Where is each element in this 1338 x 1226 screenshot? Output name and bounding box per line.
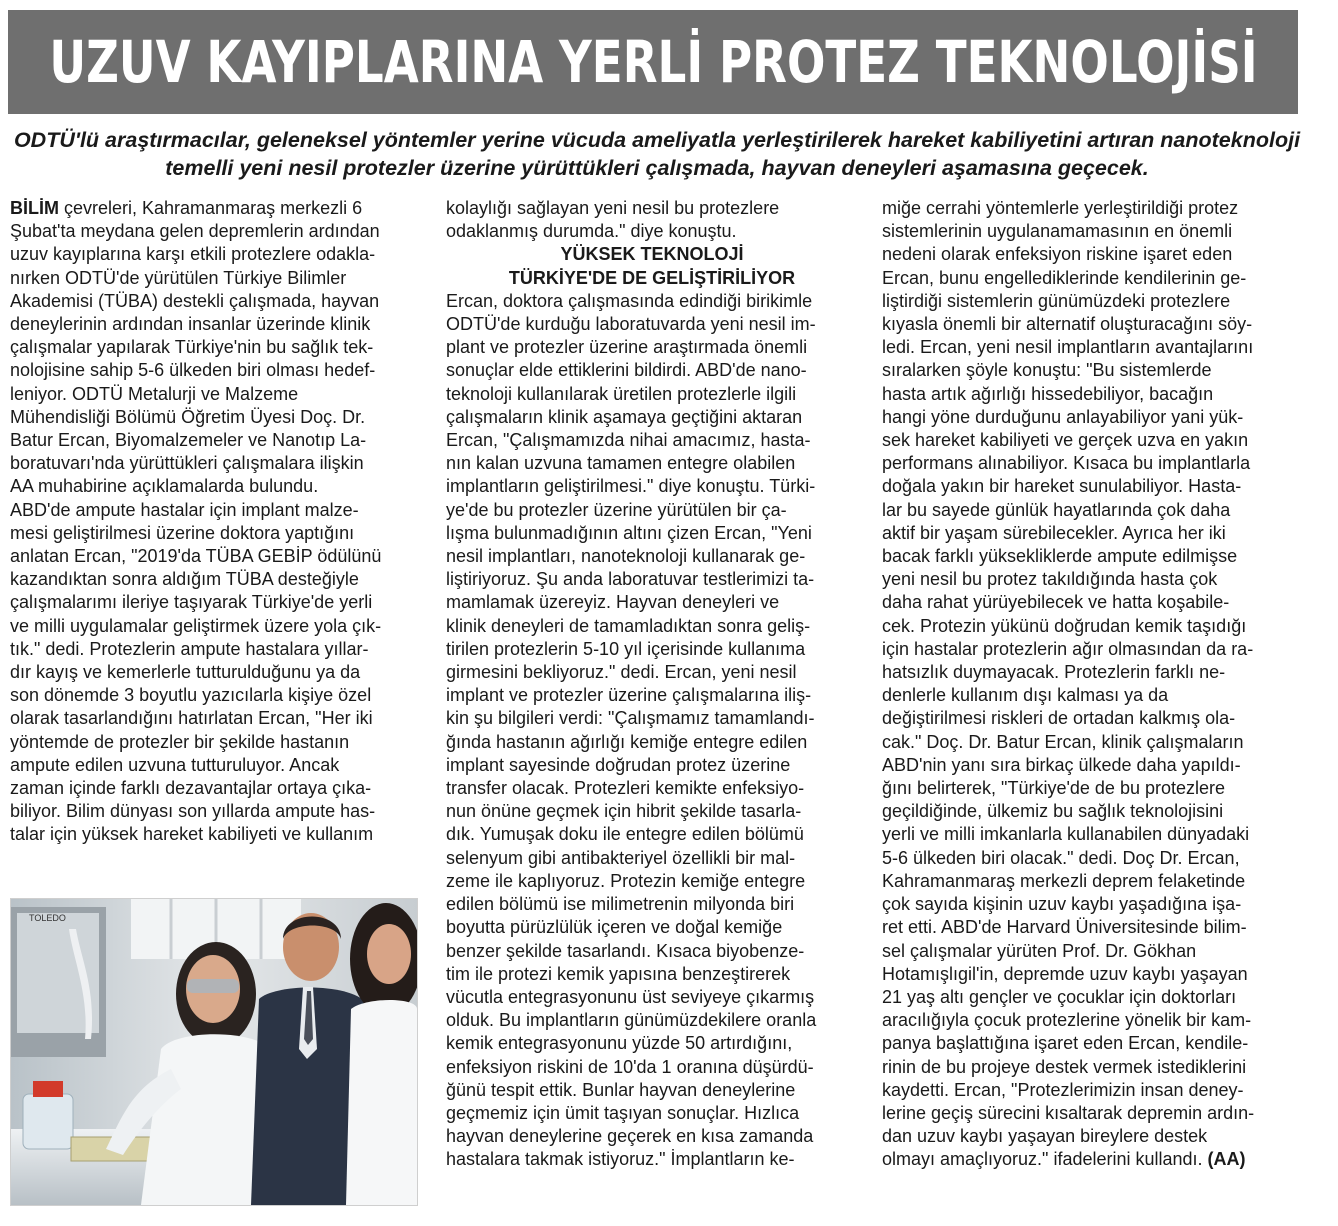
article-line: sonuçlar elde ettiklerini bildirdi. ABD'de nano- (446, 360, 807, 381)
article-line: mesi geliştirilmesi üzerine doktora yaptığını (10, 522, 355, 543)
article-line: kazandıktan sonra aldığım TÜBA desteğiyle (10, 569, 359, 590)
article-line: implant sayesinde doğrudan protez üzerine (446, 754, 791, 775)
article-line: Ercan, bunu engellediklerinde kendilerinin ge- (882, 267, 1247, 288)
article-line: bacak farklı yüksekliklerde ampute edilmişse (882, 546, 1238, 567)
article-line: hangi yöne durduğunu anlayabiliyor yani yük- (882, 406, 1244, 427)
article-line: Hotamışlıgil'in, depremde uzuv kaybı yaşayan (882, 963, 1248, 984)
column-2-lines-bottom (446, 290, 858, 1172)
article-line: ODTÜ'de kurduğu laboratuvarda yeni nesil im- (446, 314, 816, 335)
article-line: cak." Doç. Dr. Batur Ercan, klinik çalışmaların (882, 731, 1244, 752)
article-line: miğe cerrahi yöntemlerle yerleştirildiği protez (882, 198, 1239, 218)
article-line: hastalara takmak istiyoruz." İmplantların ke- (446, 1149, 795, 1170)
article-line: boratuvarı'nda yürüttükleri çalışmalara ilişkin (10, 453, 364, 474)
article-line: çalışmaların klinik aşamaya geçtiğini aktaran (446, 406, 803, 427)
lab-coat-second-woman (346, 1000, 417, 1205)
article-line: benzer şekilde tasarlandı. Kısaca biyobenze- (446, 940, 805, 961)
bottle-cap (33, 1081, 63, 1097)
article-line: aracılığıyla çocuk protezlerine yönelik bir kam- (882, 1010, 1252, 1031)
article-line: teknoloji kullanılarak üretilen protezlerle ilgili (446, 383, 797, 404)
article-line-text: çevreleri, Kahramanmaraş merkezli 6 (59, 198, 363, 218)
article-line: geçildiğinde, ülkemiz bu sağlık teknolojisini (882, 801, 1224, 822)
article-line: denlerle kullanım dışı kalması ya da (882, 685, 1169, 706)
article-line: liştiriyoruz. Şu anda laboratuvar testlerimizi ta- (446, 569, 815, 590)
article-line: uzuv kayıplarına karşı etkili protezlere odakla- (10, 244, 376, 265)
article-line: anlatan Ercan, "2019'da TÜBA GEBİP ödülünü (10, 546, 382, 567)
article-line: hayvan deneylerine geçerek en kısa zamanda (446, 1126, 814, 1147)
article-line: nırken ODTÜ'de yürütülen Türkiye Bilimler (10, 267, 347, 288)
article-line: ABD'de ampute hastalar için implant malze- (10, 499, 359, 520)
article-line: plant ve protezler üzerine araştırmada önemli (446, 337, 808, 358)
article-column-1 (10, 197, 422, 847)
article-line: değiştirilmesi riskleri de ortadan kalkmış ola- (882, 708, 1236, 729)
article-line: yerli ve milli imkanlarla kullanabilen dünyadaki (882, 824, 1250, 845)
headline-banner (8, 10, 1298, 114)
article-line: AA muhabirine açıklamalarda bulundu. (10, 476, 319, 497)
article-line: kıyasla önemli bir alternatif oluşturacağını söy- (882, 314, 1253, 335)
second-woman-face (367, 924, 411, 984)
article-line: ğını belirterek, "Türkiye'de de bu protezlere (882, 778, 1226, 799)
article-line: liştirdiği sistemlerin günümüzdeki protezlere (882, 290, 1231, 311)
article-line: rinin de bu projeye destek vermek istediklerini (882, 1056, 1247, 1077)
article-line: nolojisine sahip 5-6 ülkeden biri olması hedef- (10, 360, 376, 381)
equipment-label: TOLEDO (29, 913, 66, 923)
article-line: ledi. Ercan, yeni nesil implantların avantajlarını (882, 337, 1254, 358)
article-line: Batur Ercan, Biyomalzemeler ve Nanotıp La- (10, 430, 367, 451)
article-line: transfer olacak. Protezleri kemikte enfeksiyo- (446, 778, 805, 799)
article-line: leniyor. ODTÜ Metalurji ve Malzeme (10, 383, 299, 404)
section-heading (446, 243, 858, 289)
article-line: olduk. Bu implantların günümüzdekilere oranla (446, 1010, 817, 1031)
subheadline-line-2: temelli yeni nesil protezler üzerine yürüttükleri çalışmada, hayvan deneyleri aşamasına geçecek. (165, 156, 1149, 180)
article-line: Kahramanmaraş merkezli deprem felaketinde (882, 870, 1246, 891)
article-line (882, 1148, 1302, 1171)
article-line: tim ile protezi kemik yapısına benzeştirerek (446, 963, 791, 984)
article-line: aktif bir yaşam sürebilecekler. Ayrıca her iki (882, 522, 1226, 543)
column-1-lines (10, 220, 422, 846)
section-heading-line-1: YÜKSEK TEKNOLOJİ (560, 244, 744, 265)
headline: UZUV KAYIPLARINA YERLİ PROTEZ TEKNOLOJİSİ (48, 28, 1258, 96)
article-line: ABD'nin yanı sıra birkaç ülkede daha yapıldı- (882, 754, 1241, 775)
subheadline-line-1: ODTÜ'lü araştırmacılar, geleneksel yöntemler yerine vücuda ameliyatla yerleştirilerek hareket kabiliyetini artıran nanoteknoloji (13, 128, 1301, 152)
article-line: Ercan, doktora çalışmasında edindiği birikimle (446, 290, 813, 311)
article-column-3 (882, 197, 1302, 1172)
article-line: 5-6 ülkeden biri olacak." dedi. Doç Dr. Ercan, (882, 847, 1240, 868)
article-line: klinik deneyleri de tamamladıktan sonra geliş- (446, 615, 811, 636)
article-line: dır kayış ve kemerlerle tutturulduğunu ya da (10, 662, 361, 683)
agency-signature: (AA) (1207, 1149, 1246, 1170)
article-line: dan uzuv kaybı yaşayan bireylere destek (882, 1126, 1208, 1147)
article-line: Ercan, "Çalışmamızda nihai amacımız, hasta- (446, 430, 811, 451)
article-line (10, 197, 422, 220)
article-line: 21 yaş altı gençler ve çocuklar için doktorları (882, 986, 1237, 1007)
article-line: nın kalan uzvuna tamamen entegre olabilen (446, 453, 796, 474)
article-line: cek. Protezin yükünü doğrudan kemik taşıdığı (882, 615, 1247, 636)
article-line: talar için yüksek hareket kabiliyeti ve kullanım (10, 824, 374, 845)
article-line: kolaylığı sağlayan yeni nesil bu protezlere (446, 198, 780, 218)
article-line: panya başlattığına işaret eden Ercan, kendile- (882, 1033, 1249, 1054)
article-line: performans alınabiliyor. Kısaca bu implantlarla (882, 453, 1251, 474)
article-line: boyutta pürüzlülük içeren ve doğal kemiğe (446, 917, 783, 938)
article-line: tirilen protezlerin 5-10 yıl içerisinde kullanıma (446, 638, 806, 659)
article-line: ret etti. ABD'de Harvard Üniversitesinde bilim- (882, 917, 1247, 938)
article-line: lar bu sayede günlük hayatlarında çok daha (882, 499, 1231, 520)
article-line: biliyor. Bilim dünyası son yıllarda ampute has- (10, 801, 376, 822)
article-line: Akademisi (TÜBA) destekli çalışmada, hayvan (10, 290, 380, 311)
article-line: son dönemde 3 boyutlu yazıcılarla kişiye özel (10, 685, 372, 706)
article-line: zeme ile kaplıyoruz. Protezin kemiğe entegre (446, 870, 806, 891)
article-line: çalışmalar yapılarak Türkiye'nin bu sağlık tek- (10, 337, 374, 358)
article-line: çalışmalarımı ileriye taşıyarak Türkiye'de yerli (10, 592, 373, 613)
article-line: lışma bulunmadığının altını çizen Ercan, "Yeni (446, 522, 812, 543)
article-line: vücutla entegrasyonunu üst seviyeye çıkarmış (446, 986, 815, 1007)
article-line: girmesini bekliyoruz." dedi. Ercan, yeni nesil (446, 662, 797, 683)
article-line: ye'de bu protezler üzerine yürütülen bir ça- (446, 499, 787, 520)
article-line: odaklanmış durumda." diye konuştu. (446, 221, 737, 242)
section-heading-line-2: TÜRKİYE'DE DE GELİŞTİRİLİYOR (508, 267, 796, 288)
article-line: yöntemde de protezler bir şekilde hastanın (10, 731, 350, 752)
article-line: kemik entegrasyonunu yüzde 50 artırdığını, (446, 1033, 793, 1054)
article-line: mamlamak üzereyiz. Hayvan deneyleri ve (446, 592, 780, 613)
article-line: implant ve protezler üzerine çalışmalarına iliş- (446, 685, 812, 706)
article-line: Mühendisliği Bölümü Öğretim Üyesi Doç. Dr. (10, 406, 366, 427)
article-line: nun önüne geçmek için hibrit şekilde tasarla- (446, 801, 802, 822)
lead-word: BİLİM (10, 198, 59, 218)
article-line: ve milli uygulamalar geliştirmek üzere yola çık- (10, 615, 382, 636)
article-line: Şubat'ta meydana gelen depremlerin ardından (10, 221, 380, 242)
article-line: kin şu bilgileri verdi: "Çalışmamız tamamlandı- (446, 708, 815, 729)
article-line: tık." dedi. Protezlerin ampute hastalara yıllar- (10, 638, 369, 659)
article-line: daha rahat yürüyebilecek ve hatta koşabile- (882, 592, 1230, 613)
subheadline (12, 126, 1302, 182)
article-line: zaman içinde farklı dezavantajlar ortaya çıka- (10, 778, 372, 799)
column-3-lines (882, 197, 1302, 1148)
article-line: nesil implantları, nanoteknoloji kullanarak ge- (446, 546, 806, 567)
article-column-2 (446, 197, 858, 1172)
article-line: ampute edilen uzvuna tutturuluyor. Ancak (10, 754, 340, 775)
article-line: sel çalışmalar yürüten Prof. Dr. Gökhan (882, 940, 1197, 961)
article-line: için hastalar protezlerin ağır olmasından da ra- (882, 638, 1254, 659)
column-2-lines-top (446, 197, 858, 243)
article-photo (10, 898, 418, 1206)
article-line: enfeksiyon riskini de 10'da 1 oranına düşürdü- (446, 1056, 814, 1077)
article-line: yeni nesil bu protez takıldığında hasta çok (882, 569, 1218, 590)
lab-photo-illustration (11, 899, 417, 1205)
article-line: sıralarken şöyle konuştu: "Bu sistemlerde (882, 360, 1212, 381)
article-line: implantların geliştirilmesi." diye konuştu. Türki- (446, 476, 816, 497)
article-line: hasta artık ağırlığı hissedebiliyor, bacağın (882, 383, 1214, 404)
article-line: doğala yakın bir hareket sunulabiliyor. Hasta- (882, 476, 1242, 497)
glass-bottle (23, 1094, 73, 1149)
article-line: edilen bölümü ise milimetrenin milyonda biri (446, 894, 795, 915)
article-line: nedeni olarak enfeksiyon riskine işaret eden (882, 244, 1233, 265)
article-line: sek hareket kabiliyeti ve gerçek uzva en yakın (882, 430, 1249, 451)
article-line: selenyum gibi antibakteriyel özellikli bir mal- (446, 847, 796, 868)
article-line: dık. Yumuşak doku ile entegre edilen bölümü (446, 824, 804, 845)
article-line: çok sayıda kişinin uzuv kaybı yaşadığına işa- (882, 894, 1242, 915)
article-line-text: olmayı amaçlıyoruz." ifadelerini kullandı. (882, 1149, 1208, 1170)
article-line: ğünü tespit ettik. Bunlar hayvan deneylerine (446, 1079, 796, 1100)
article-line: geçmemiz için ümit taşıyan sonuçlar. Hızlıca (446, 1102, 800, 1123)
article-line: olarak tasarlandığını hatırlatan Ercan, "Her iki (10, 708, 373, 729)
article-line: deneylerinin ardından insanlar üzerinde klinik (10, 314, 371, 335)
safety-goggles (187, 979, 239, 993)
article-line: hatsızlık duymayacak. Protezlerin farklı ne- (882, 662, 1226, 683)
article-line: ğında hastanın ağırlığı kemiğe entegre edilen (446, 731, 808, 752)
article-line: sistemlerinin uygulanamamasının en önemli (882, 221, 1233, 242)
article-line: lerine geçiş sürecini kısaltarak depremin ardın- (882, 1102, 1255, 1123)
article-line: kaydetti. Ercan, "Protezlerimizin insan deney- (882, 1079, 1244, 1100)
